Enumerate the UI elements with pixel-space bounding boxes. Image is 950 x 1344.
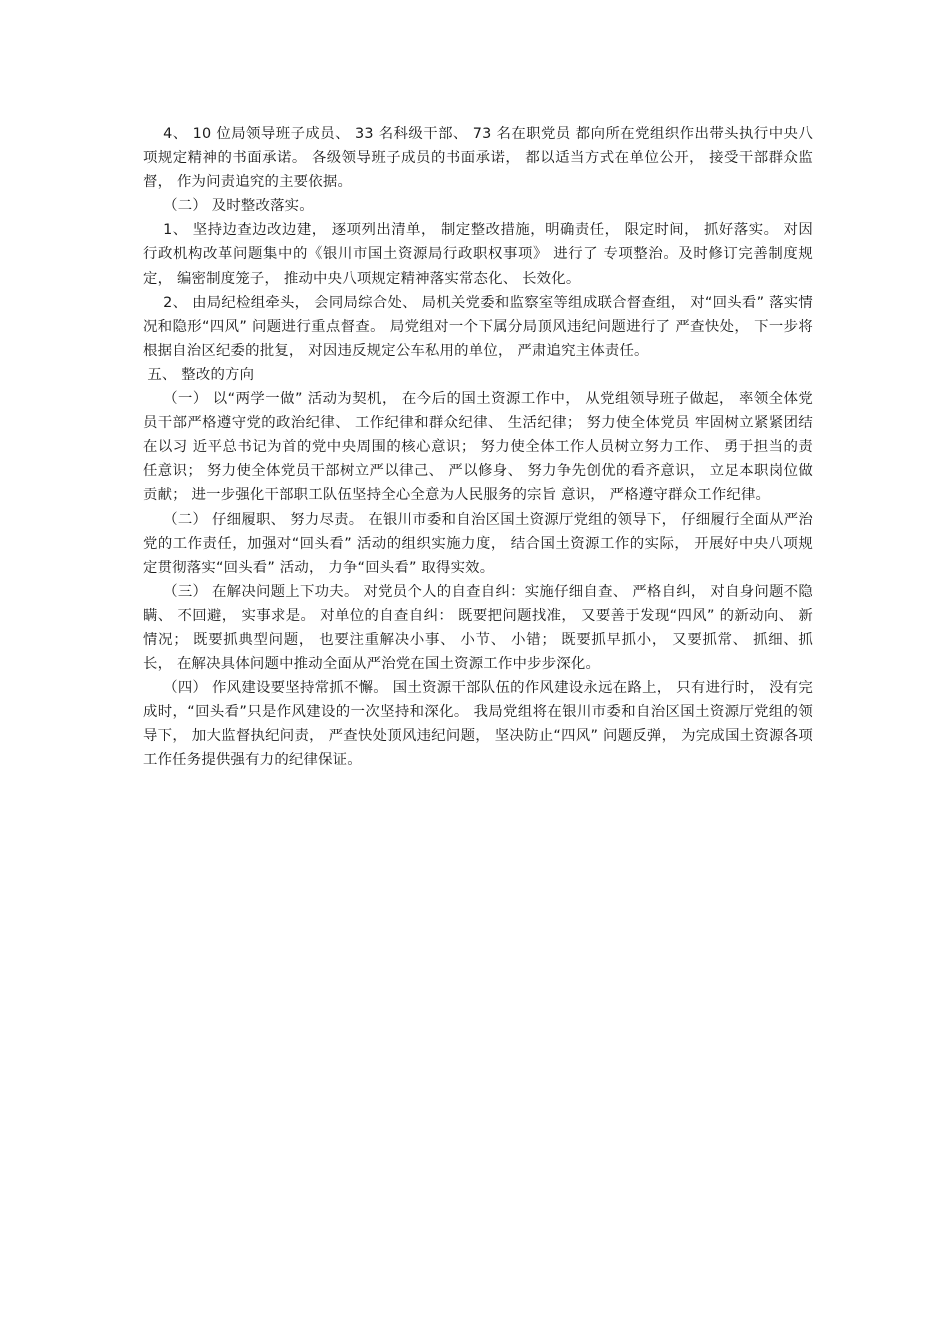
heading-direction: 五、 整改的方向 <box>147 366 255 383</box>
paragraph-direction-2: （二） 仔细履职、 努力尽责。 在银川市委和自治区国土资源厅党组的领导下， 仔细履行全面从严治党的工作责任，加强对“回头看” 活动的组织实施力度， 结合国土资源工作的实际， 开展好中央八项规定贯彻落实“回头看” 活动， 力争“回头看” 取得实效。 <box>143 511 813 576</box>
paragraph-rectify-2: 2、 由局纪检组牵头， 会同局综合处、 局机关党委和监察室等组成联合督查组， 对“回头看” 落实情况和隐形“四风” 问题进行重点督查。 局党组对一个下属分局顶风违纪问题进行了 严查快处， 下一步将根据自治区纪委的批复， 对因违反规定公车私用的单位， 严肃追究主体责任。 <box>143 294 813 359</box>
heading-rectification: （二） 及时整改落实。 <box>163 198 314 215</box>
paragraph-commitment: 4、 10 位局领导班子成员、 33 名科级干部、 73 名在职党员 都向所在党组织作出带头执行中央八项规定精神的书面承诺。 各级领导班子成员的书面承诺， 都以适当方式在单位公开， 接受干部群众监督， 作为问责追究的主要依据。 <box>143 126 813 191</box>
paragraph-direction-3: （三） 在解决问题上下功夫。 对党员个人的自查自纠：实施仔细自查、 严格自纠， 对自身问题不隐瞒、 不回避， 实事求是。 对单位的自查自纠： 既要把问题找准， 又要善于发现“四风” 的新动向、 新情况； 既要抓典型问题， 也要注重解决小事、 小节、 小错； 既要抓早抓小， 又要抓常、 抓细、抓长， 在解决具体问题中推动全面从严治党在国土资源工作中步步深化。 <box>143 583 813 673</box>
document-body <box>143 122 813 773</box>
paragraph-direction-4: （四） 作风建设要坚持常抓不懈。 国土资源干部队伍的作风建设永远在路上， 只有进行时， 没有完成时，“回头看”只是作风建设的一次坚持和深化。 我局党组将在银川市委和自治区国土资源厅党组的领导下， 加大监督执纪问责， 严查快处顶风违纪问题， 坚决防止“四风” 问题反弹， 为完成国土资源各项工作任务提供强有力的纪律保证。 <box>143 680 813 769</box>
paragraph-rectify-1: 1、 坚持边查边改边建， 逐项列出清单， 制定整改措施，明确责任， 限定时间， 抓好落实。 对因行政机构改革问题集中的《银川市国土资源局行政职权事项》 进行了 专项整治。及时修订完善制度规定， 编密制度笼子， 推动中央八项规定精神落实常态化、 长效化。 <box>143 222 813 287</box>
paragraph-direction-1: （一） 以“两学一做” 活动为契机， 在今后的国土资源工作中， 从党组领导班子做起， 率领全体党员干部严格遵守党的政治纪律、 工作纪律和群众纪律、 生活纪律； 努力使全体党员 牢固树立紧紧团结在以习 近平总书记为首的党中央周围的核心意识； 努力使全体工作人员树立努力工作、 勇于担当的责任意识； 努力使全体党员干部树立严以律己、 严以修身、 努力争先创优的看齐意识， 立足本职岗位做贡献； 进一步强化干部职工队伍坚持全心全意为人民服务的宗旨 意识， 严格遵守群众工作纪律。 <box>143 391 813 504</box>
